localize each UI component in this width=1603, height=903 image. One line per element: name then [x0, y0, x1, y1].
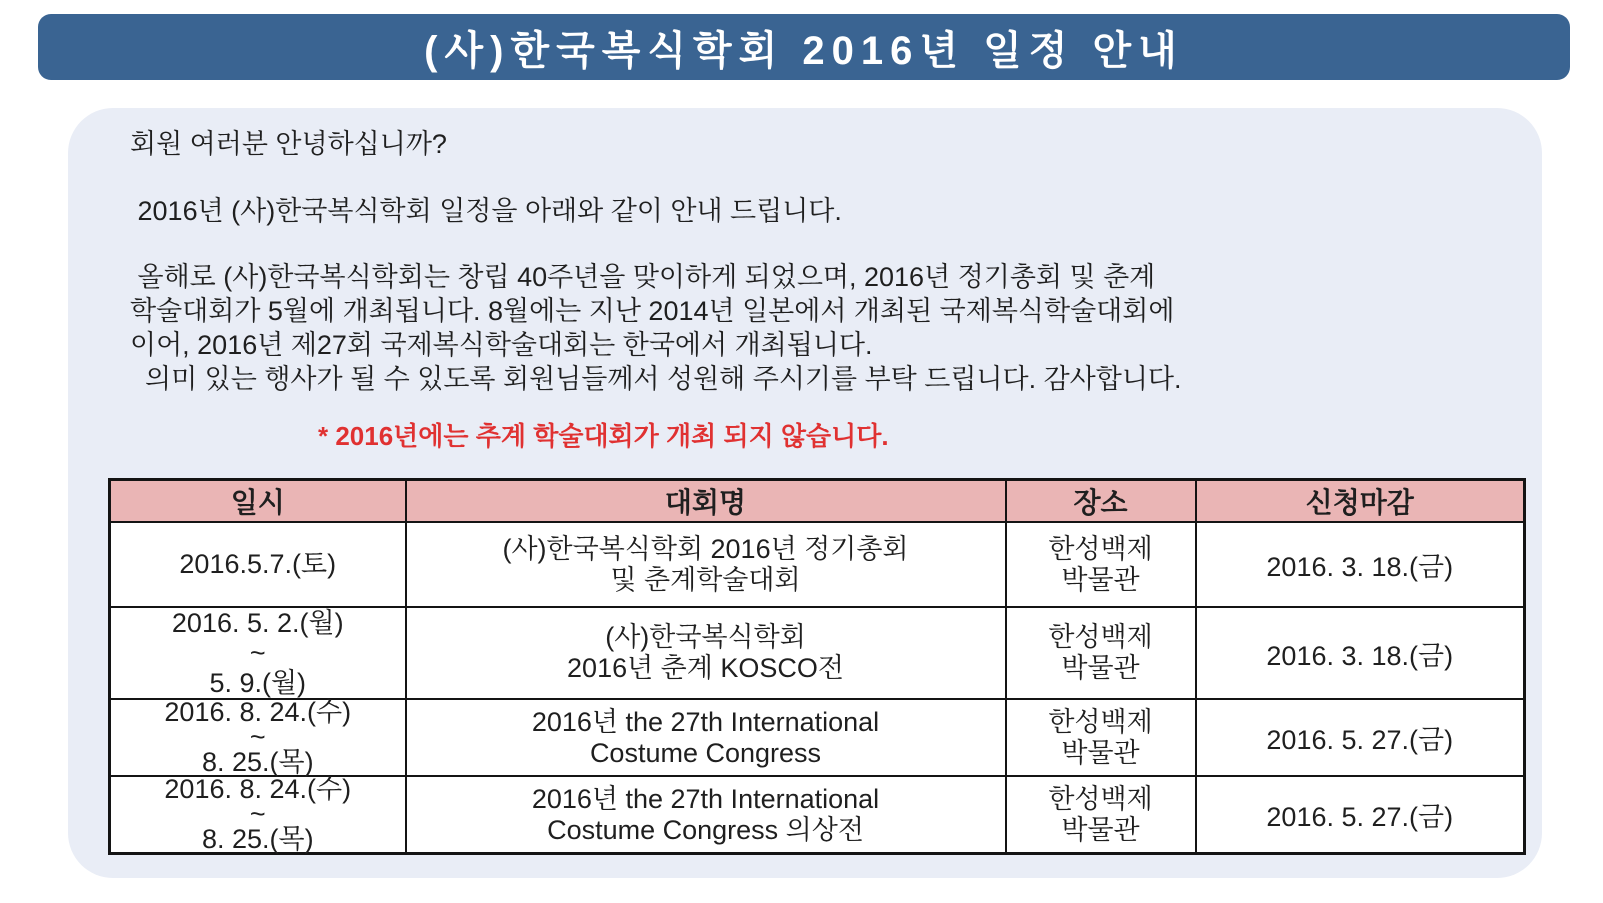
deadline-cell: [1196, 607, 1525, 699]
deadline-cell: [1196, 522, 1525, 607]
paragraph-line: 의미 있는 행사가 될 수 있도록 회원님들께서 성원해 주시기를 부탁 드립니다. 감사합니다.: [130, 364, 1182, 394]
schedule-table: [108, 478, 1526, 855]
date-cell: [110, 522, 406, 607]
event-cell: [406, 699, 1006, 776]
col-header-venue: 장소: [1006, 480, 1196, 523]
event-text: 및 춘계학술대회: [610, 564, 801, 595]
table-row: [110, 699, 1525, 776]
deadline-text: 2016. 3. 18.(금): [1266, 640, 1454, 671]
date-text: 8. 25.(목): [201, 824, 314, 854]
deadline-cell: [1196, 776, 1525, 854]
paragraph-line: 이어, 2016년 제27회 국제복식학술대회는 한국에서 개최됩니다.: [130, 330, 873, 360]
event-text: 2016년 the 27th International: [531, 706, 880, 737]
deadline-cell: [1196, 699, 1525, 776]
date-text: ~: [249, 799, 266, 829]
col-header-date: 일시: [110, 480, 406, 523]
event-text: Costume Congress: [589, 737, 822, 768]
announcement-paragraph: [130, 260, 1542, 396]
date-cell: [110, 776, 406, 854]
event-text: Costume Congress 의상전: [547, 814, 864, 845]
intro-text: 2016년 (사)한국복식학회 일정을 아래와 같이 안내 드립니다.: [130, 196, 842, 226]
venue-cell: [1006, 607, 1196, 699]
venue-cell: [1006, 699, 1196, 776]
event-text: (사)한국복식학회: [605, 622, 806, 652]
greeting-text: 회원 여러분 안녕하십니까?: [130, 129, 447, 159]
date-text: 2016. 8. 24.(수): [164, 774, 352, 804]
event-text: (사)한국복식학회 2016년 정기총회: [502, 533, 909, 564]
venue-text: 박물관: [1061, 737, 1140, 768]
venue-text: 한성백제: [1048, 533, 1153, 564]
deadline-text: 2016. 5. 27.(금): [1266, 802, 1454, 832]
date-text: 5. 9.(월): [209, 668, 307, 698]
table-row: [110, 522, 1525, 607]
venue-text: 한성백제: [1048, 783, 1153, 814]
content-panel: [68, 108, 1542, 878]
col-header-deadline: 신청마감: [1196, 480, 1525, 523]
deadline-text: 2016. 5. 27.(금): [1266, 725, 1454, 755]
date-cell: [110, 607, 406, 699]
venue-text: 한성백제: [1048, 622, 1153, 652]
event-cell: [406, 776, 1006, 854]
table-row: [110, 607, 1525, 699]
event-cell: [406, 607, 1006, 699]
no-fall-conference-note: * 2016년에는 추계 학술대회가 개최 되지 않습니다.: [318, 421, 889, 451]
date-text: ~: [249, 638, 266, 668]
event-text: 2016년 춘계 KOSCO전: [567, 653, 844, 683]
title-banner: [38, 14, 1570, 80]
date-text: 8. 25.(목): [201, 747, 314, 777]
col-header-event: 대회명: [406, 480, 1006, 523]
venue-text: 박물관: [1061, 814, 1140, 845]
paragraph-line: 학술대회가 5월에 개최됩니다. 8월에는 지난 2014년 일본에서 개최된 국제복식학술대회에: [130, 296, 1175, 326]
date-text: 2016. 8. 24.(수): [164, 697, 352, 727]
event-text: 2016년 the 27th International: [531, 783, 880, 814]
table-header-row: [110, 480, 1525, 523]
venue-text: 박물관: [1061, 564, 1140, 595]
event-cell: [406, 522, 1006, 607]
date-text: 2016.5.7.(토): [179, 549, 337, 579]
deadline-text: 2016. 3. 18.(금): [1266, 552, 1454, 582]
venue-cell: [1006, 776, 1196, 854]
venue-text: 한성백제: [1048, 706, 1153, 737]
date-text: 2016. 5. 2.(월): [171, 608, 344, 638]
date-cell: [110, 699, 406, 776]
venue-cell: [1006, 522, 1196, 607]
page-title: (사)한국복식학회 2016년 일정 안내: [424, 28, 1184, 73]
venue-text: 박물관: [1061, 653, 1140, 683]
paragraph-line: 올해로 (사)한국복식학회는 창립 40주년을 맞이하게 되었으며, 2016년 정기총회 및 춘계: [130, 262, 1156, 292]
table-row: [110, 776, 1525, 854]
date-text: ~: [249, 722, 266, 752]
